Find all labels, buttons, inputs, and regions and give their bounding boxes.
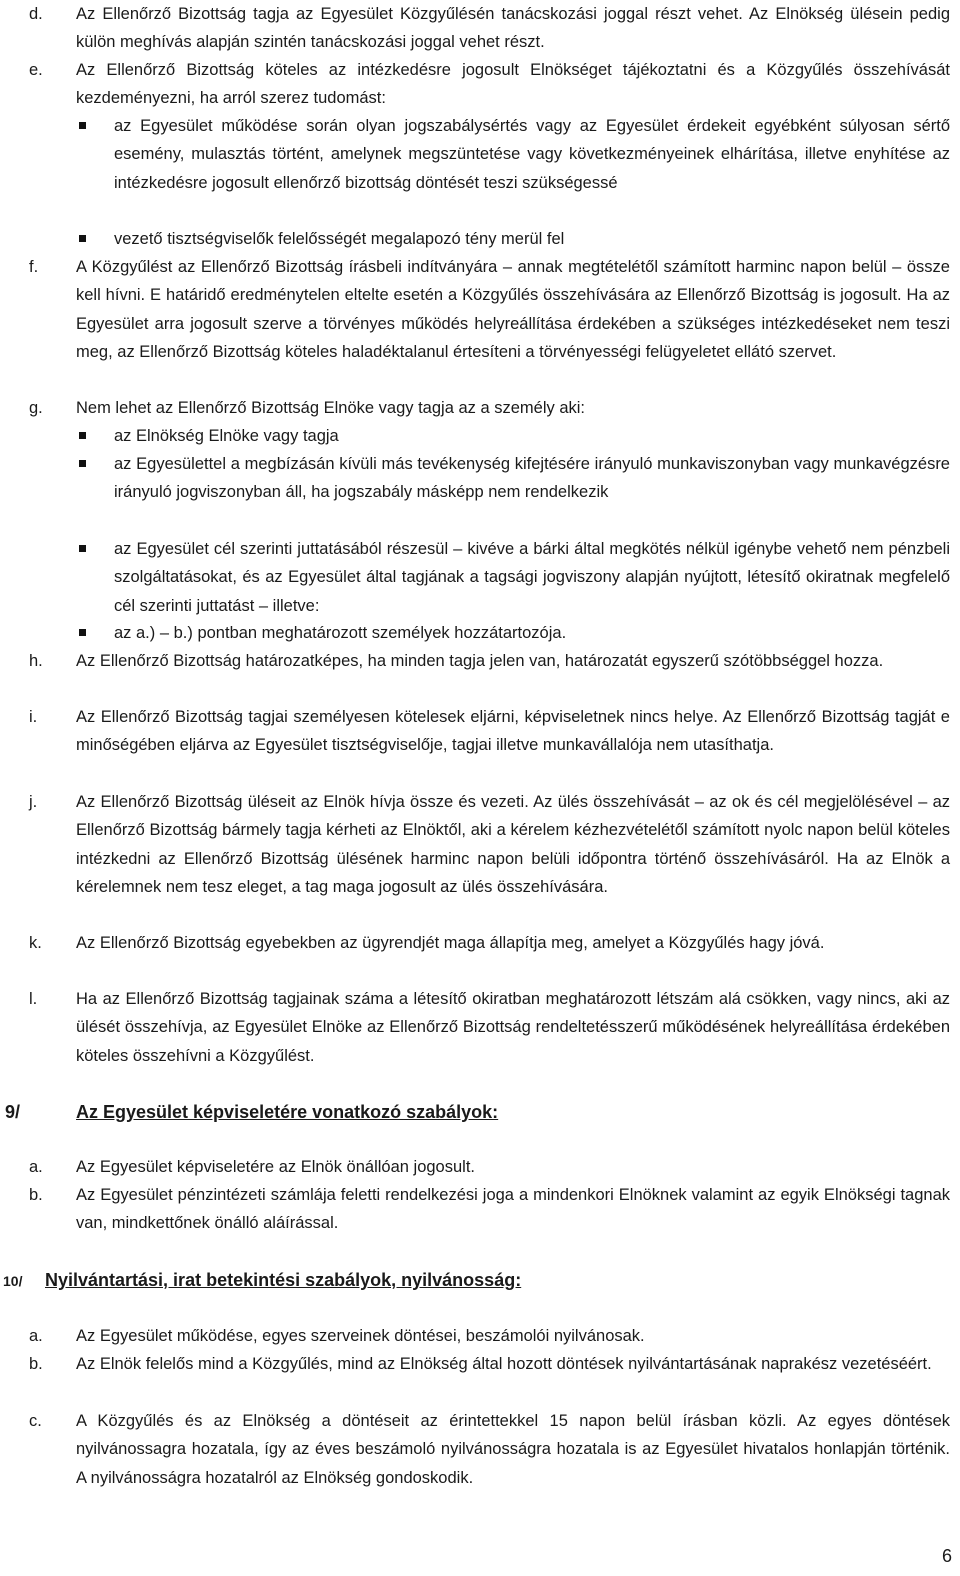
square-bullet-icon (79, 460, 86, 467)
clause-j (29, 788, 950, 901)
clause-g (29, 394, 950, 422)
clause-label: h. (29, 652, 43, 670)
s10-clause-a (29, 1322, 950, 1350)
clause-f (29, 253, 950, 366)
square-bullet-icon (79, 122, 86, 129)
square-bullet-icon (79, 432, 86, 439)
clause-i (29, 703, 950, 760)
section-title: Nyilvántartási, irat betekintési szabályok, nyilvánosság: (45, 1270, 522, 1290)
square-bullet-icon (79, 545, 86, 552)
bullet-item: az Egyesület cél szerinti juttatásából részesül – kivéve a bárki által megkötés nélkül igénybe vehető nem pénzbeli szolgáltatásokat, és az Egyesület által tagjának a tagsági jogviszony alapján nyújtott, létesítő okiratnak megfelelő cél szerinti juttatást – illetve: (79, 535, 950, 620)
bullet-item: az Egyesülettel a megbízásán kívüli más tevékenység kifejtésére irányuló munkaviszonyban vagy munkavégzésre irányuló jogviszonyban áll, ha jogszabály másképp nem rendelkezik (79, 450, 950, 507)
bullet-item: vezető tisztségviselők felelősségét megalapozó tény merül fel (79, 225, 950, 253)
clause-text: Az Egyesület működése, egyes szerveinek döntései, beszámolói nyilvánosak. (76, 1327, 645, 1345)
clause-text: Az Ellenőrző Bizottság tagja az Egyesület Közgyűlésén tanácskozási joggal részt vehet. Az Elnökség ülésein pedig külön meghívás alapján szintén tanácskozási joggal vehet részt. (76, 5, 950, 52)
clause-text: Az Egyesület képviseletére az Elnök önállóan jogosult. (76, 1158, 475, 1176)
clause-label: j. (29, 793, 38, 811)
section-number: 9/ (5, 1102, 21, 1122)
s10-clause-b (29, 1350, 950, 1378)
square-bullet-icon (79, 629, 86, 636)
clause-label: e. (29, 61, 43, 79)
square-bullet-icon (79, 235, 86, 242)
clause-text: A Közgyűlést az Ellenőrző Bizottság írásbeli indítványára – annak megtételétől számított harminc napon belül – össze kell hívni. E határidő eredménytelen eltelte esetén a Közgyűlés összehívására az Ellenőrző Bizottság is jogosult. Ha az Egyesület arra jogosult szerve a törvényes működés helyreállítása érdekében a szükséges intézkedéseket nem teszi meg, az Ellenőrző Bizottság köteles haladéktalanul értesíteni a törvényességi felügyeletet ellátó szervet. (76, 258, 950, 361)
clause-label: c. (29, 1412, 42, 1430)
s9-clause-a (29, 1153, 950, 1181)
clause-d (29, 0, 950, 57)
clause-text: Az Egyesület pénzintézeti számlája feletti rendelkezési joga a mindenkori Elnöknek valamint az egyik Elnökségi tagnak van, mindkettőnek önálló aláírással. (76, 1186, 950, 1233)
clause-text: Az Elnök felelős mind a Közgyűlés, mind az Elnökség által hozott döntések nyilvántartásának naprakész vezetéséért. (76, 1355, 932, 1373)
clause-text: Az Ellenőrző Bizottság köteles az intézkedésre jogosult Elnökséget tájékoztatni és a Közgyűlés összehívását kezdeményezni, ha arról szerez tudomást: (76, 61, 950, 108)
clause-text: Az Ellenőrző Bizottság határozatképes, ha minden tagja jelen van, határozatát egyszerű szótöbbséggel hozza. (76, 652, 884, 670)
clause-l (29, 985, 950, 1070)
clause-label: b. (29, 1355, 43, 1373)
section-number: 10/ (3, 1273, 23, 1289)
clause-label: a. (29, 1327, 43, 1345)
clause-label: a. (29, 1158, 43, 1176)
clause-text: Az Ellenőrző Bizottság üléseit az Elnök hívja össze és vezeti. Az ülés összehívását – az ok és cél megjelölésével – az Ellenőrző Bizottság bármely tagja kérheti az Elnöktől, aki a kérelem kézhezvételétől számított nyolc napon belül köteles intézkedni az Ellenőrző Bizottság ülésének harminc napon belüli időpontra történő összehívásáról. Ha az Elnök a kérelemnek nem tesz eleget, a tag maga jogosult az ülés összehívására. (76, 793, 950, 896)
clause-k (29, 929, 950, 957)
clause-label: g. (29, 399, 43, 417)
bullet-item: az Elnökség Elnöke vagy tagja (79, 422, 950, 450)
s9-clause-b (29, 1181, 950, 1238)
clause-label: f. (29, 258, 39, 276)
clause-text: Nem lehet az Ellenőrző Bizottság Elnöke vagy tagja az a személy aki: (76, 399, 586, 417)
clause-e (29, 56, 950, 113)
clause-h (29, 647, 950, 675)
clause-text: Az Ellenőrző Bizottság tagjai személyesen kötelesek eljárni, képviseletnek nincs helye. Az Ellenőrző Bizottság tagját e minőségében eljárva az Egyesület tisztségviselője, tagjai illetve munkavállalója nem utasíthatja. (76, 708, 950, 755)
bullet-item: az Egyesület működése során olyan jogszabálysértés vagy az Egyesület érdekeit egyébként súlyosan sértő esemény, mulasztás történt, amelynek megszüntetése vagy következményeinek elhárítása, illetve enyhítése az intézkedésre jogosult ellenőrző bizottság döntését teszi szükségessé (79, 112, 950, 197)
s10-clause-c (29, 1407, 950, 1492)
clause-label: l. (29, 990, 38, 1008)
clause-text: Ha az Ellenőrző Bizottság tagjainak száma a létesítő okiratban meghatározott létszám alá csökken, vagy nincs, aki az ülését összehívja, az Egyesület Elnöke az Ellenőrző Bizottság rendeltetésszerű működésének helyreállítása érdekében köteles összehívni a Közgyűlést. (76, 990, 950, 1065)
clause-text: A Közgyűlés és az Elnökség a döntéseit az érintettekkel 15 napon belül írásban közli. Az egyes döntések nyilvánossagra hozatala, így az éves beszámoló nyilvánosságra hozatala is az Egyesület hivatalos honlapján történik. A nyilvánosságra hozatalról az Elnökség gondoskodik. (76, 1412, 950, 1487)
bullet-item: az a.) – b.) pontban meghatározott személyek hozzátartozója. (79, 619, 950, 647)
clause-text: Az Ellenőrző Bizottság egyebekben az ügyrendjét maga állapítja meg, amelyet a Közgyűlés hagy jóvá. (76, 934, 825, 952)
clause-label: k. (29, 934, 42, 952)
clause-label: d. (29, 5, 43, 23)
page-number: 6 (941, 1546, 952, 1566)
clause-label: b. (29, 1186, 43, 1204)
section-title: Az Egyesület képviseletére vonatkozó szabályok: (76, 1102, 499, 1122)
clause-label: i. (29, 708, 38, 726)
